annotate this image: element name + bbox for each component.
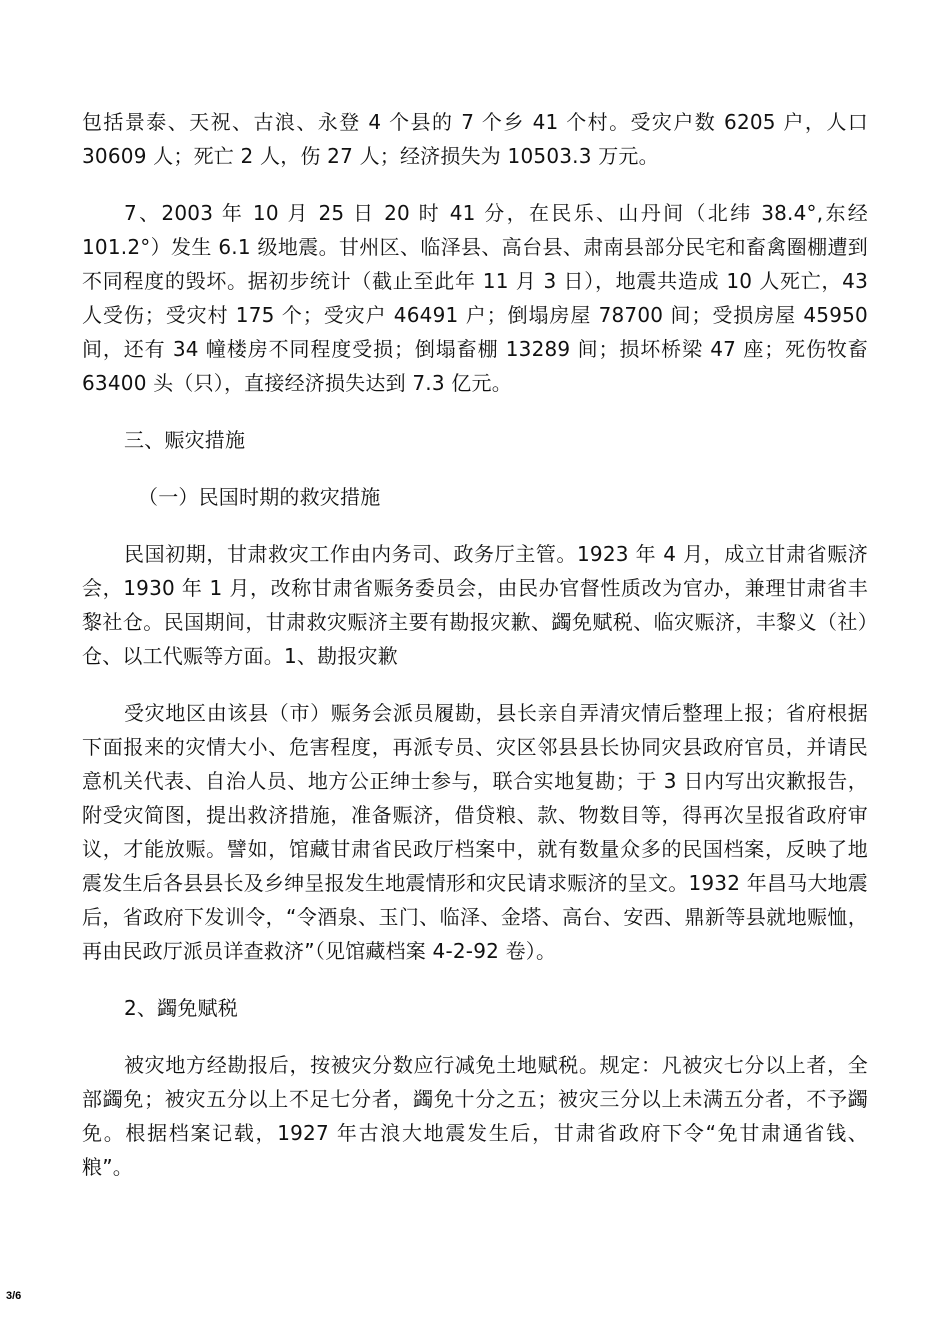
document-body xyxy=(82,105,868,1207)
paragraph-republic-early-relief: 民国初期，甘肃救灾工作由内务司、政务厅主管。1923 年 4 月，成立甘肃省赈济会，1930 年 1 月，改称甘肃省赈务委员会，由民办官督性质改为官办，兼理甘肃省丰黎社仓。民国期间，甘肃救灾赈济主要有勘报灾歉、蠲免赋税、临灾赈济，丰黎义（社）仓、以工代赈等方面。1、勘报灾歉 xyxy=(82,542,868,668)
paragraph-earthquake-2003: 7、2003 年 10 月 25 日 20 时 41 分，在民乐、山丹间（北纬 38.4°,东经 101.2°）发生 6.1 级地震。甘州区、临泽县、高台县、肃南县部分民宅和畜禽圈棚遭到不同程度的毁坏。据初步统计（截止至此年 11 月 3 日），地震共造成 10 人死亡，43 人受伤；受灾村 175 个；受灾户 46491 户；倒塌房屋 78700 间；受损房屋 45950 间，还有 34 幢楼房不同程度受损；倒塌畜棚 13289 间；损坏桥梁 47 座；死伤牧畜 63400 头（只），直接经济损失达到 7.3 亿元。 xyxy=(82,201,868,395)
section-heading-relief-measures: 三、赈灾措施 xyxy=(124,428,246,452)
page-number: 3/6 xyxy=(6,1290,22,1302)
subsection-heading-republic-era: （一）民国时期的救灾措施 xyxy=(138,485,381,509)
paragraph-continuation: 包括景泰、天祝、古浪、永登 4 个县的 7 个乡 41 个村。受灾户数 6205 户，人口 30609 人；死亡 2 人，伤 27 人；经济损失为 10503.3 万元。 xyxy=(82,110,868,168)
paragraph-tax-exemption: 被灾地方经勘报后，按被灾分数应行减免土地赋税。规定：凡被灾七分以上者，全部蠲免；被灾五分以上不足七分者，蠲免十分之五；被灾三分以上未满五分者，不予蠲免。根据档案记载，1927 年古浪大地震发生后，甘肃省政府下令“免甘肃通省钱、粮”。 xyxy=(82,1053,868,1179)
paragraph-disaster-survey: 受灾地区由该县（市）赈务会派员履勘，县长亲自弄清灾情后整理上报；省府根据下面报来的灾情大小、危害程度，再派专员、灾区邻县县长协同灾县政府官员，并请民意机关代表、自治人员、地方公正绅士参与，联合实地复勘；于 3 日内写出灾歉报告，附受灾简图，提出救济措施，准备赈济，借贷粮、款、物数目等，得再次呈报省政府审议，才能放赈。譬如，馆藏甘肃省民政厅档案中，就有数量众多的民国档案，反映了地震发生后各县县长及乡绅呈报发生地震情形和灾民请求赈济的呈文。1932 年昌马大地震后，省政府下发训令，“令酒泉、玉门、临泽、金塔、高台、安西、鼎新等县就地赈恤，再由民政厅派员详查救济”（见馆藏档案 4-2-92 卷）。 xyxy=(82,701,868,963)
subsection-heading-tax-exemption: 2、蠲免赋税 xyxy=(124,996,238,1020)
